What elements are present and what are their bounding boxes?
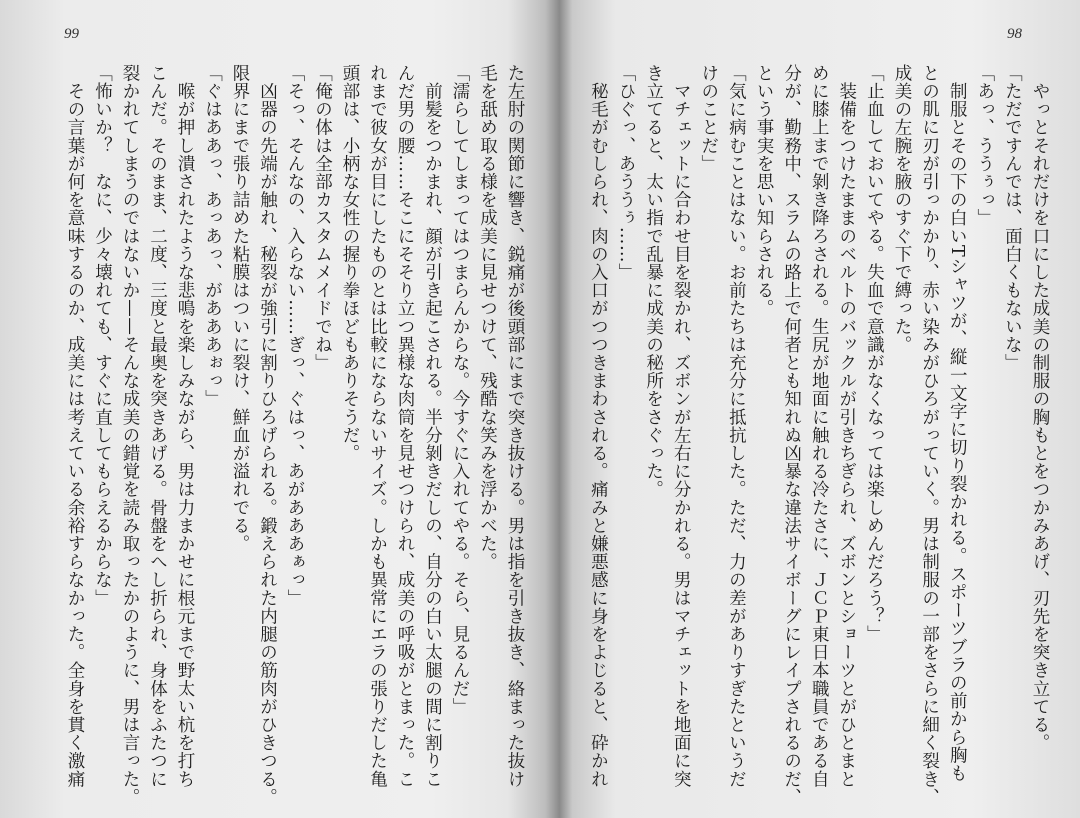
text-column: 「濡らしてしまってはつまらんからな。今すぐに入れてやる。そら、見るんだ」: [450, 64, 470, 716]
text-column: た左肘の関節に響き、鋭痛が後頭部にまで突き抜ける。男は指を引き抜き、絡まった抜け: [505, 64, 525, 788]
text-column: こんだ。そのまま、二度、三度と最奥を突きあげる。骨盤をへし折られ、身体をふたつに: [147, 64, 168, 788]
text-column: との肌に刃が引っかかり、赤い染みがひろがっていく。男は制服の一部をさらに細く裂き、: [919, 64, 940, 807]
text-column: 凶器の先端が触れ、秘裂が強引に割りひろげられる。鍛えられた内腿の筋肉がひきつる。: [257, 64, 278, 807]
text-column: という事実を思い知らされる。: [754, 64, 774, 318]
text-column: マチェットに合わせ目を裂かれ、ズボンが左右に分かれる。男はマチェットを地面に突: [671, 64, 692, 788]
text-column: 「止血しておいてやる。失血で意識がなくなっては楽しめんだろう？」: [864, 64, 885, 644]
text-column: 喉が押し潰されたような悲鳴を楽しみながら、男は力まかせに根元まで野太い杭を打ち: [175, 64, 195, 788]
text-column: れまで彼女が目にしたものとは比較にならないサイズ。しかも異常にエラの張りだした亀: [367, 64, 388, 788]
text-column: 裂かれてしまうのではないか——そんな成美の錯覚を読み取ったかのように、男は言った。: [120, 64, 140, 807]
text-column: 限界にまで張り詰めた粘膜はついに裂け、鮮血が溢れでる。: [230, 64, 250, 553]
text-column: めに膝上まで剝き降ろされる。生尻が地面に触れる冷たさに、ＪＣＰ東日本職員である自: [809, 64, 830, 788]
text-column: 「怖いか？ なに、少々壊れても、すぐに直してもらえるからな」: [92, 64, 113, 607]
text-column: 分が、勤務中、スラムの路上で何者とも知れぬ凶暴な違法サイボーグにレイプされるのだ、: [781, 64, 802, 807]
text-column: 秘毛がむしられ、肉の入口がつつきまわされる。痛みと嫌悪感に身をよじると、砕かれ: [588, 64, 609, 788]
text-column: んだ男の腰……そこにそそり立つ異様な肉筒を見せつけられ、成美の呼吸がとまった。こ: [395, 64, 415, 788]
text-column: 成美の左腕を腋のすぐ下で縛った。: [892, 64, 912, 354]
text-column: やっとそれだけを口にした成美の制服の胸もとをつかみあげ、刃先を突き立てる。: [1030, 64, 1050, 752]
text-column: 「そっ、そんなの、入らない……ぎっ、ぐはっ、あがあああぁっ」: [285, 64, 305, 607]
page-number: 98: [1007, 26, 1022, 42]
text-column: 制服とその下の白いTシャツが、縦一文字に切り裂かれる。スポーツブラの前から胸も: [947, 64, 968, 783]
text-column: 「ひぐっ、あううぅ……」: [616, 64, 636, 282]
right-page: [560, 0, 1080, 818]
text-column: 「俺の体は全部カスタムメイドでね」: [312, 64, 333, 372]
page-number: 99: [64, 26, 79, 42]
text-column: 前髪をつかまれ、顔が引き起こされる。半分剝きだしの、自分の白い太腿の間に割りこ: [422, 64, 443, 788]
text-column: き立てると、太い指で乱暴に成美の秘所をさぐった。: [643, 64, 664, 499]
text-column: 「気に病むことはない。お前たちは充分に抵抗した。ただ、力の差がありすぎたというだ: [726, 64, 747, 788]
text-column: 「あっ、ううぅっ」: [974, 64, 995, 227]
text-column: その言葉が何を意味するのか、成美には考えている余裕すらなかった。全身を貫く激痛: [65, 64, 85, 788]
text-column: 頭部は、小柄な女性の握り拳ほどもありそうだ。: [340, 64, 360, 463]
text-column: 毛を舐め取る様を成美に見せつけて、残酷な笑みを浮かべた。: [477, 64, 498, 571]
text-column: 「ぐはああっ、あっあっ、があああぉっ」: [202, 64, 223, 408]
text-column: 「ただですんでは、面白くもないな」: [1002, 64, 1023, 372]
text-column: けのことだ」: [698, 64, 719, 173]
text-column: 装備をつけたままのベルトのバックルが引きちぎられ、ズボンとショーツとがひとまと: [836, 64, 857, 788]
